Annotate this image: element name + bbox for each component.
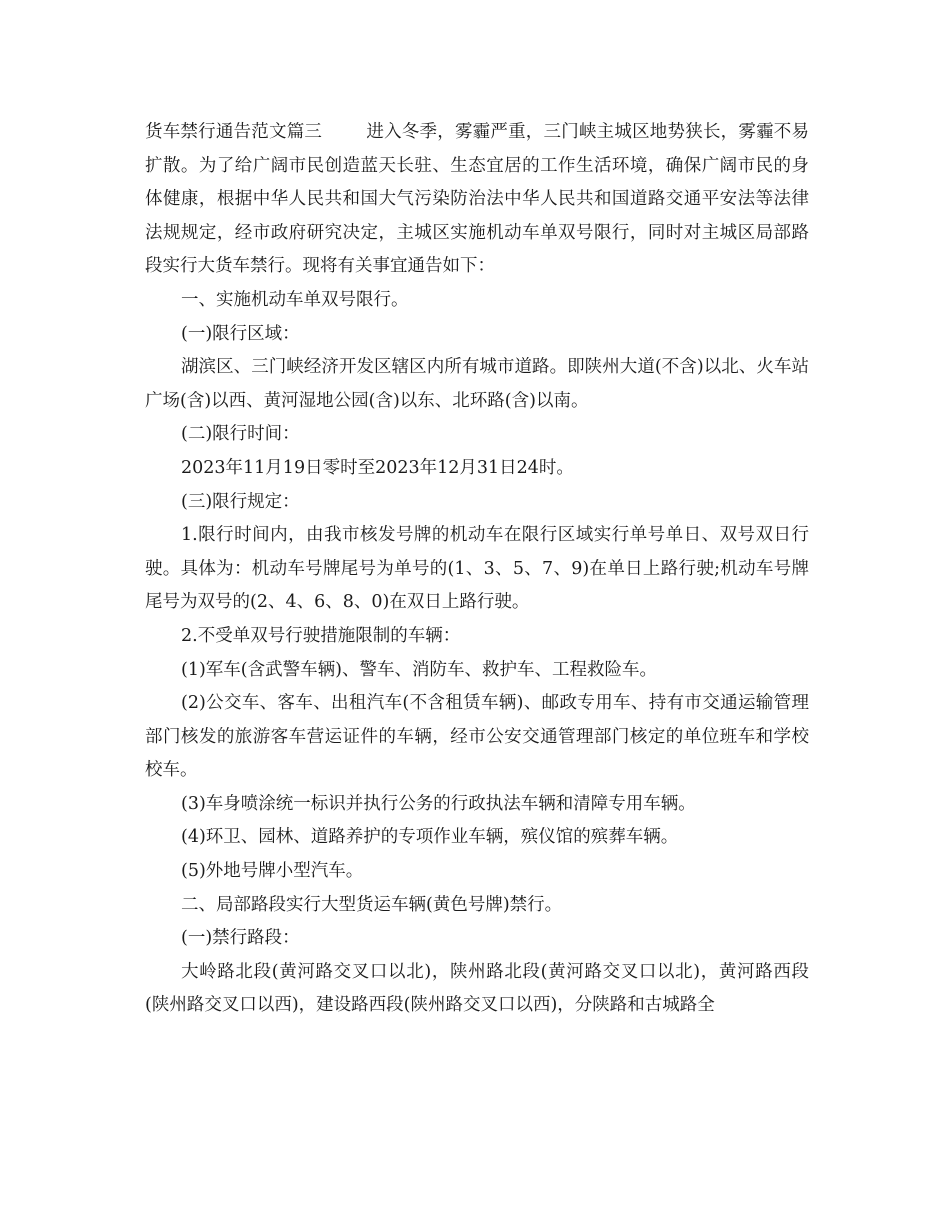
section-heading-1: 一、实施机动车单双号限行。 [181, 289, 409, 310]
subsection-restricted-time: (二)限行时间： [181, 424, 300, 445]
list-item-exempt-4: (4)环卫、园林、道路养护的专项作业车辆，殡仪馆的殡葬车辆。 [181, 827, 679, 848]
paragraph-rule-1: 1.限行时间内，由我市核发号牌的机动车在限行区域实行单号单日、双号双日行驶。具体为：机动车号牌尾号为单号的(1、3、5、7、9)在单日上路行驶;机动车号牌尾号为双号的(2、4、6、8、0)在双日上路行驶。 [145, 525, 809, 613]
list-item-exempt-5: (5)外地号牌小型汽车。 [181, 861, 364, 882]
document-title: 货车禁行通告范文篇三 [145, 122, 323, 142]
paragraph-rule-2: 2.不受单双号行驶措施限制的车辆： [181, 625, 461, 646]
paragraph-area-description: 湖滨区、三门峡经济开发区辖区内所有城市道路。即陕州大道(不含)以北、火车站广场(含)以西、黄河湿地公园(含)以东、北环路(含)以南。 [145, 357, 809, 411]
section-heading-2: 二、局部路段实行大型货运车辆(黄色号牌)禁行。 [181, 894, 563, 915]
list-item-exempt-1: (1)军车(含武警车辆)、警车、消防车、救护车、工程救险车。 [181, 659, 657, 680]
intro-text: 进入冬季，雾霾严重，三门峡主城区地势狭长，雾霾不易扩散。为了给广阔市民创造蓝天长驻、生态宜居的工作生活环境，确保广阔市民的身体健康，根据中华人民共和国大气污染防治法中华人民共和国道路交通平安法等法律法规规定，经市政府研究决定，主城区实施机动车单双号限行，同时对主城区局部路段实行大货车禁行。现将有关事宜通告如下： [145, 122, 810, 277]
paragraph-prohibited-roads: 大岭路北段(黄河路交叉口以北)，陕州路北段(黄河路交叉口以北)，黄河路西段(陕州路交叉口以西)，建设路西段(陕州路交叉口以西)，分陕路和古城路全 [145, 961, 809, 1016]
document-body [145, 116, 809, 1023]
list-item-exempt-2: (2)公交车、客车、出租汽车(不含租赁车辆)、邮政专用车、持有市交通运输管理部门核发的旅游客车营运证件的车辆，经市公安交通管理部门核定的单位班车和学校校车。 [145, 693, 809, 781]
list-item-exempt-3: (3)车身喷涂统一标识并执行公务的行政执法车辆和清障专用车辆。 [181, 793, 696, 814]
title-paragraph [145, 116, 809, 284]
subsection-restricted-area: (一)限行区域： [181, 323, 300, 344]
subsection-restriction-rules: (三)限行规定： [181, 491, 300, 512]
paragraph-time-description: 2023年11月19日零时至2023年12月31日24时。 [181, 457, 574, 478]
subsection-prohibited-roads: (一)禁行路段： [181, 928, 300, 949]
